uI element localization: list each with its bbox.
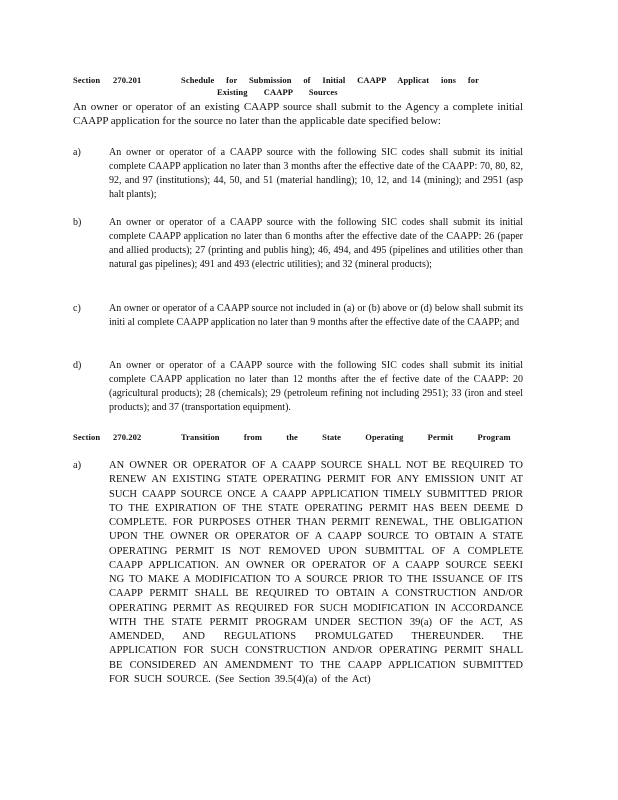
item-text: AN OWNER OR OPERATOR OF A CAAPP SOURCE SHALL NOT BE REQUIRED TO RENEW AN EXISTING STATE OPERATING PERMIT FOR ANY EMISSION UNIT AT SUCH CAAPP SOURCE ONCE A CAAPP APPLICATION TIMELY SUBMITTED PRIOR TO THE EXPIRATION OF THE STATE OPERATING PERMIT HAS BEEN DEEME D COMPLETE. FOR PURPOSES OTHER THAN PERMIT RENEWAL, THE OBLIGATION UPON THE OWNER OR OPERATOR OF A CAAPP SOURCE TO OBTAIN A STATE OPERATING PERMIT IS NOT REMOVED UPON SUBMITTAL OF A COMPLETE CAAPP APPLICATION. AN OWNER OR OPERATOR OF A CAAPP SOURCE SEEKI NG TO MAKE A MODIFICATION TO A SOURCE PRIOR TO THE ISSUANCE OF ITS CAAPP PERMIT SHALL BE REQUIRED TO OBTAIN A CONSTRUCTION AND/OR OPERATING PERMIT AS REQUIRED FOR SUCH MODIFICATION IN ACCORDANCE WITH THE STATE PERMIT PROGRAM UNDER SECTION 39(a) OF the ACT, AS AMENDED, AND REGULATIONS PROMULGATED THEREUNDER. THE APPLICATION FOR SUCH CONSTRUCTION AND/OR OPERATING PERMIT SHALL BE CONSIDERED AN AMENDMENT TO THE CAAPP APPLICATION SUBMITTED FOR SUCH SOURCE. (See Section 39.5(4)(a) of the Act) <box>109 460 523 685</box>
item-text: An owner or operator of a CAAPP source with the following SIC codes shall submit its initial complete CAAPP application no later than 12 months after the ef fective date of the CAAPP: 20 (agricultural products); 28 (chemicals); 29 (petroleum refining not including 2951); 33 (iron and steel products); and 37 (transportation equipment). <box>109 360 523 413</box>
section-title-line-2: Existing CAAPP Sources <box>217 87 338 97</box>
section-title-line-1: Schedule for Submission of Initial CAAPP Applicat ions for <box>181 75 479 85</box>
section-number: 270.202 <box>113 432 142 442</box>
section-intro-paragraph: An owner or operator of an existing CAAPP source shall submit to the Agency a complete initial CAAPP application for the source no later than the applicable date specified below: <box>73 101 523 127</box>
list-item-a <box>73 146 525 204</box>
item-text: An owner or operator of a CAAPP source with the following SIC codes shall submit its initial complete CAAPP application no later than 3 months after the effective date of the CAAPP: 70, 80, 82, 92, and 97 (institutions); 44, 50, and 51 (material handling); 10, 12, and 14 (mining); and 2951 (asp halt plants); <box>109 147 523 200</box>
list-item-c <box>73 302 525 346</box>
item-marker: b) <box>73 217 82 228</box>
list-item-d <box>73 359 525 417</box>
item-marker: d) <box>73 360 82 371</box>
list-item-b <box>73 216 525 288</box>
section-title: Transition from the State Operating Permit Program <box>181 432 511 442</box>
section-number: 270.201 <box>113 75 142 85</box>
section-label: Section <box>73 432 101 442</box>
list-item-a-caps <box>73 459 525 715</box>
item-text: An owner or operator of a CAAPP source with the following SIC codes shall submit its initial complete CAAPP application no later than 6 months after the effective date of the CAAPP: 26 (paper and allied products); 27 (printing and publis hing); 46, 494, and 495 (pipelines and utilities other than natural gas pipelines); 491 and 493 (electric utilities); and 32 (mineral products); <box>109 217 523 270</box>
item-text: An owner or operator of a CAAPP source not included in (a) or (b) above or (d) below shall submit its initi al complete CAAPP application no later than 9 months after the effective date of the CAAPP; and <box>109 303 523 328</box>
item-marker: a) <box>73 460 82 471</box>
section-label: Section <box>73 75 101 85</box>
item-marker: a) <box>73 147 81 158</box>
item-marker: c) <box>73 303 81 314</box>
